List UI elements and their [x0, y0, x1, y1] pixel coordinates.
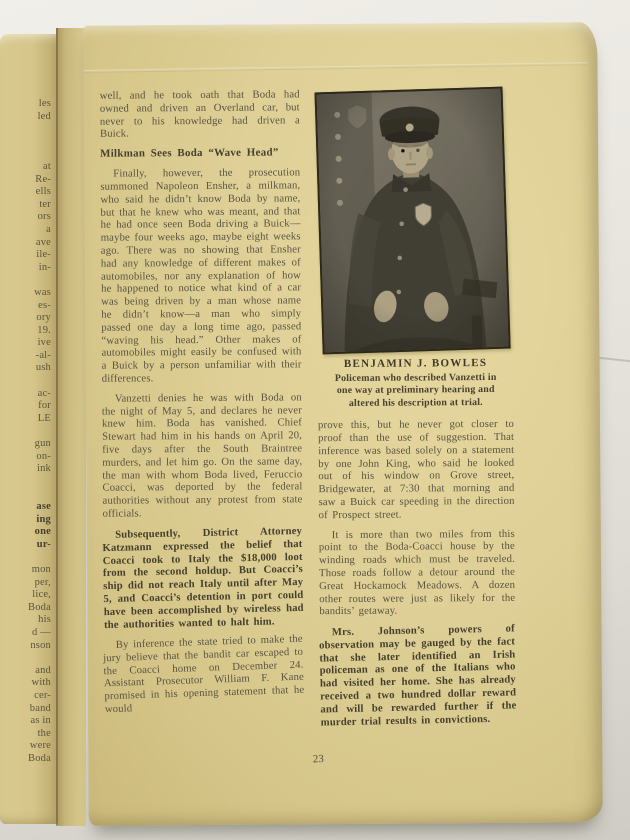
fragment-line	[0, 652, 51, 665]
fragment-line: in-	[38, 261, 51, 273]
fragment-line: Boda	[28, 752, 51, 764]
fragment-line: ors	[37, 211, 51, 223]
paragraph-milkman-ensher: Finally, however, the prosecution summoned Napoleon Ensher, a milkman, who said he didn’t know Boda by name, but that he knew who was meant, and that he had once seen Boda driving a Buick—maybe four weeks ago, maybe eight weeks ago. There was no showing that Ensher had any knowledge of different makes of automobiles, nor any explanation of how he happened to notice what kind of a car was being driven by a man whose name he didn’t know—a man who simply passed one day a long time ago, passed “waving his head.” Other makes of automobiles might easily be confused with a Buick by a person unfamiliar with their differences.	[100, 166, 302, 385]
fragment-line: ile-	[36, 249, 51, 261]
paper-crease	[84, 62, 588, 73]
fragment-line: his	[38, 614, 51, 626]
fragment-line: led	[37, 110, 51, 122]
fragment-line: one	[34, 526, 51, 538]
fragment-line: ter	[39, 198, 51, 210]
paragraph-inference-kane: By inference the state tried to make the jury believe that the bandit car escaped to the Coacci home on December 24. Assistant Prosecutor William F. Kane promised in his opening statement that he would	[102, 632, 305, 716]
photo-caption-name: BENJAMIN J. BOWLES	[343, 356, 488, 370]
fragment-line: ory	[36, 312, 51, 324]
fragment-line: es-	[38, 299, 51, 311]
fragment-line	[0, 551, 51, 564]
fragment-line: lice,	[32, 589, 51, 601]
fragment-line: at	[43, 160, 51, 172]
policeman-portrait-photo	[315, 87, 511, 355]
fragment-line: ur-	[36, 538, 51, 550]
fragment-line: LE	[37, 412, 51, 424]
fragment-line: ush	[35, 362, 51, 374]
fragment-line	[0, 488, 51, 501]
paragraph-vanzetti-denies: Vanzetti denies he was with Boda on the night of May 5, and declares he never knew him. Boda has vanished. Chief Stewart had him in his hands on April 20, five days after the South Braintree murders, and let him go. On the same day, the man with whom Boda lived, Feruccio Coacci, was deported by the federal authorities without any protest from state officials.	[101, 391, 303, 520]
fragment-line	[0, 123, 51, 136]
caption-line: Policeman who described Vanzetti in	[334, 371, 497, 385]
photo-fade-overlay	[317, 89, 509, 353]
page-number: 23	[312, 753, 324, 766]
fragment-line: ing	[36, 513, 51, 525]
paragraph-two-miles: It is more than two miles from this point to the Boda-Coacci house by the winding roads which must be traveled. Those roads follow a detour around the Great Hockamock Meadows. A dozen other routes were just as likely for the bandits’ getaway.	[318, 527, 516, 618]
right-text-column	[316, 87, 517, 735]
fragment-line: ave	[35, 236, 51, 248]
fragment-line: nson	[30, 639, 51, 651]
fragment-line	[0, 425, 51, 438]
fragment-line: ells	[35, 186, 51, 198]
fragment-line	[0, 274, 51, 287]
fragment-line: a	[46, 223, 51, 235]
policeman-portrait-illustration	[317, 89, 509, 353]
fragment-line: was	[34, 286, 51, 298]
fragment-line: ac-	[37, 387, 51, 399]
fragment-line: gun	[34, 438, 51, 450]
fragment-line: for	[38, 400, 51, 412]
fragment-line: cer-	[34, 689, 51, 701]
fragment-line	[0, 375, 51, 388]
fragment-line: -al-	[35, 349, 51, 361]
fragment-line	[0, 136, 51, 149]
fragment-line	[0, 148, 51, 161]
paragraph-katzmann-belief: Subsequently, District Attorney Katzmann expressed the belief that Coacci took to Italy the $18,000 loot from the second holdup. But Coacci’s ship did not reach Italy until after May 5, and Coacci’s detention in port could have been accomplished by wireless had the authorities wanted to halt him.	[102, 524, 304, 631]
section-heading-milkman: Milkman Sees Boda “Wave Head”	[100, 146, 279, 160]
fragment-line: with	[31, 677, 51, 689]
fragment-line: ase	[36, 501, 51, 512]
fragment-line: Re-	[35, 173, 51, 185]
fragment-line: were	[29, 740, 51, 752]
fragment-line: band	[29, 702, 51, 714]
fragment-line: the	[37, 727, 51, 739]
facing-page-fragments	[0, 34, 56, 765]
fragment-line: 19.	[37, 324, 51, 336]
fragment-line	[0, 476, 51, 489]
magazine-page	[83, 22, 603, 826]
fragment-line: d —	[32, 626, 51, 638]
fragment-line: and	[35, 664, 51, 676]
paragraph-mrs-johnson: Mrs. Johnson’s powers of observation may be gauged by the fact that she later identified an Irish policeman as one of the Italians who had visited her home. She has already received a two hundred dollar reward and will be rewarded further if the murder trial results in convictions.	[318, 622, 517, 729]
fragment-line: on-	[36, 450, 51, 462]
paragraph-continuation-prove: prove this, but he never got closer to proof than the use of suggestion. That inference was based solely on a statement by one John King, who said he looked out of his window on Grove street, Bridgewater, at 7:30 that morning and saw a Buick car speeding in the direction of Prospect street.	[317, 418, 515, 521]
caption-line: altered his description at trial.	[348, 396, 483, 409]
left-text-column	[100, 88, 304, 720]
photo-caption-lines	[318, 372, 514, 411]
fragment-line: as in	[30, 715, 51, 727]
facing-page-edge	[0, 34, 56, 824]
fragment-line: ive	[37, 337, 51, 349]
fragment-line: Boda	[28, 601, 51, 613]
fragment-line: les	[38, 98, 51, 109]
caption-line: one way at preliminary hearing and	[336, 384, 495, 397]
fragment-line: per,	[34, 576, 51, 588]
page-gutter-fold	[56, 28, 86, 826]
paragraph-continuation-boda-oath: well, and he took oath that Boda had owned and driven an Overland car, but never to his knowledge had driven a Buick.	[99, 88, 300, 141]
fragment-line: mon	[31, 563, 51, 575]
fragment-line: ink	[36, 463, 51, 475]
